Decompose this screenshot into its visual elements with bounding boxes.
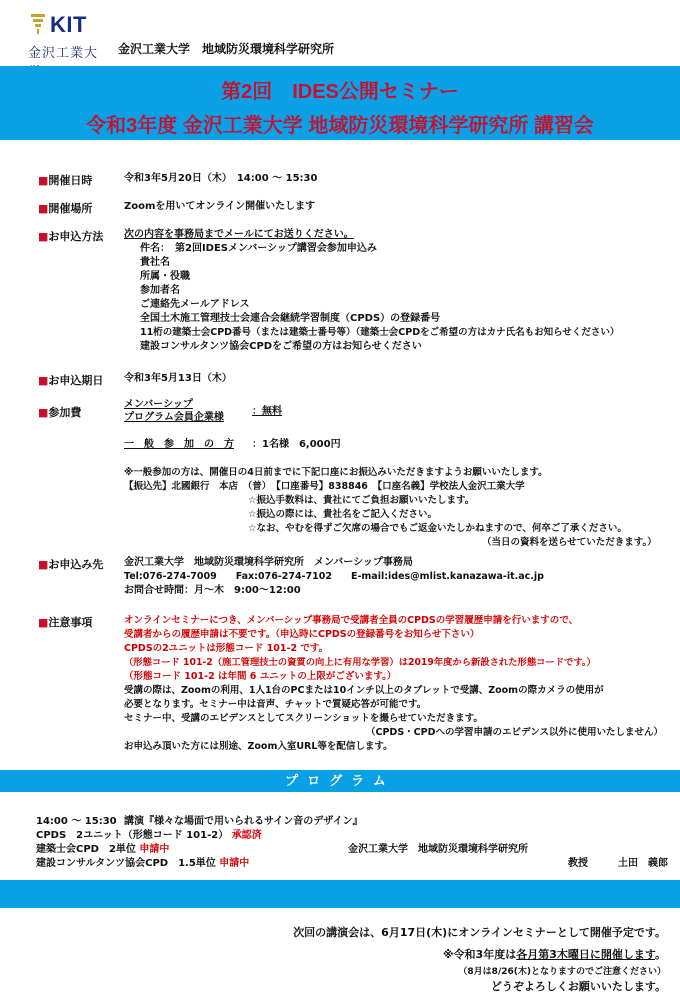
cons-status: 申請中 [219,858,250,869]
contact-phone-email[interactable]: Tel:076-274-7009 Fax:076-274-7102 E-mail:ides@mlist.kanazawa-it.ac.jp [124,571,544,582]
deadline-value: 令和3年5月13日（木） [124,373,232,384]
contact-org: 金沢工業大学 地域防災環境科学研究所 メンバーシップ事務局 [124,557,413,568]
fee-note: ☆振込手数料は、貴社にてご負担お願いいたします。 [248,495,475,506]
apply-item: 建設コンサルタンツ協会CPDをご希望の方はお知らせください [140,341,422,352]
deadline-label: ■お申込期日 [38,374,104,387]
apply-item: 件名： 第2回IDESメンバーシップ講習会参加申込み [140,243,377,254]
schedule-note: ※令和3年度は各月第3木曜日に開催します。 [442,948,666,961]
title-band [0,66,680,140]
speaker-name: 土田 義郎 [618,858,668,869]
notes-label: ■注意事項 [38,616,93,629]
contact-label: ■お申込み先 [38,558,104,571]
notes-red-line: オンラインセミナーにつき、メンバーシップ事務局で受講者全員のCPDSの学習履歴申請を行いますので、 [124,615,579,626]
notes-line: 受講の際は、Zoomの利用、1人1台のPCまたは10インチ以上のタブレットで受講、Zoomの際カメラの使用が [124,685,604,696]
notes-line: お申込み頂いた方には別途、Zoom入室URL等を配信します。 [124,741,393,752]
program-arch-cpd: 建築士会CPD 2単位 申請中 [36,844,170,855]
bank-info: 【振込先】北國銀行 本店 （普） 【口座番号】838846 【口座名義】学校法人金沢工業大学 [124,481,525,492]
venue-value: Zoomを用いてオンライン開催いたします [124,201,316,212]
notes-red-line: CPDSの2ユニットは形態コード 101-2 です。 [124,643,329,654]
page-subtitle: 令和3年度 金沢工業大学 地域防災環境科学研究所 講習会 [86,115,594,137]
fee-general-value: ：1名様 6,000円 [252,439,341,450]
apply-item: 全国土木施工管理技士会連合会継続学習制度（CPDS）の登録番号 [140,313,441,324]
contact-hours: お問合せ時間：月～木 9:00～12:00 [124,585,301,596]
apply-item: 貴社名 [140,257,170,268]
kit-emblem-icon [28,12,48,36]
fee-general-label: 一 般 参 加 の 方 [124,439,234,450]
notes-line: 必要となります。セミナー中は音声、チャットで質疑応答が可能です。 [124,699,427,710]
divider-band [0,880,680,908]
apply-intro: 次の内容を事務局までメールにてお送りください。 [124,229,354,240]
apply-label: ■お申込方法 [38,230,104,243]
fee-member-line2: プログラム会員企業様 [124,412,224,423]
speaker-title: 教授 [568,858,588,869]
venue-label: ■開催場所 [38,202,93,215]
notes-red-line: 受講者からの履歴申請は不要です。（申込時にCPDSの登録番号をお知らせ下さい） [124,629,480,640]
closing-note: どうぞよろしくお願いいたします。 [490,980,666,993]
notes-line: （CPDS・CPDへの学習申請のエビデンス以外に使用いたしません） [366,727,664,738]
cpds-status: 承認済 [231,830,262,841]
date-label: ■開催日時 [38,174,93,187]
august-note: （8月は8/26(木)となりますのでご注意ください） [458,967,666,977]
notes-red-line: （形態コード 101-2 は年間 6 ユニットの上限がございます。） [124,671,397,682]
arch-status: 申請中 [139,844,170,855]
apply-item: 所属・役職 [140,271,190,282]
page-title: 第2回 IDES公開セミナー [221,81,459,103]
fee-note: ※一般参加の方は、開催日の4日前までに下記口座にお振込みいただきますようお願いいたします。 [124,467,548,478]
apply-item: 参加者名 [140,285,180,296]
program-lecture-title: 講演『様々な場面で用いられるサイン音のデザイン』 [124,816,363,827]
speaker-org: 金沢工業大学 地域防災環境科学研究所 [348,844,528,855]
fee-note: ☆振込の際には、貴社名をご記入ください。 [248,509,438,520]
notes-red-line: （形態コード 101-2（施工管理技士の資質の向上に有用な学習）は2019年度から新設された形態コードです。） [124,657,596,668]
next-lecture-note: 次回の講演会は、6月17日(木)にオンラインセミナーとして開催予定です。 [293,926,666,939]
kit-logo[interactable] [28,12,106,62]
apply-item: 11桁の建築士会CPD番号（または建築士番号等）（建築士会CPDをご希望の方はカナ氏名もお知らせください） [140,327,620,338]
header-organization: 金沢工業大学 地域防災環境科学研究所 [118,42,335,56]
fee-member-line1: メンバーシップ [124,399,193,410]
header [0,0,680,66]
program-cpds: CPDS 2ユニット（形態コード 101-2） 承認済 [36,830,262,841]
fee-note: （当日の資料を送らせていただきます。） [482,537,657,548]
fee-note: ☆なお、やむを得ずご欠席の場合でもご返金いたしかねますので、何卒ご了承ください。 [248,523,627,534]
logo-text: KIT [50,12,87,37]
program-heading: プログラム [0,770,680,792]
notes-line: セミナー中、受講のエビデンスとしてスクリーンショットを撮らせていただきます。 [124,713,483,724]
date-value: 令和3年5月20日（木） 14:00 ～ 15:30 [124,173,318,184]
program-time: 14:00 ～ 15:30 [36,816,117,827]
fee-label: ■参加費 [38,406,82,419]
fee-member-value: ：無料 [252,406,282,417]
apply-item: ご連絡先メールアドレス [140,299,250,310]
program-cons-cpd: 建設コンサルタンツ協会CPD 1.5単位 申請中 [36,858,250,869]
logo-subtitle: 金沢工業大 [28,45,99,60]
